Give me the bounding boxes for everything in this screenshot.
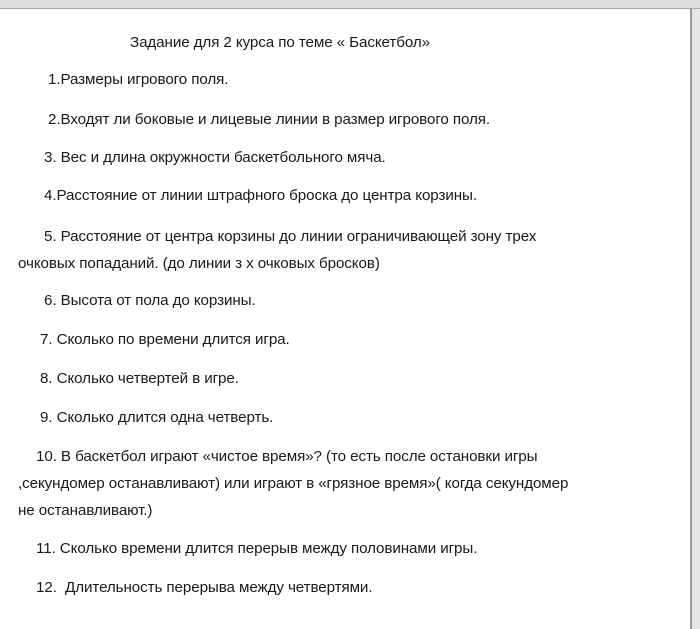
question-3: 3. Вес и длина окружности баскетбольного мяча. — [44, 149, 386, 166]
question-5-cont: очковых попаданий. (до линии з х очковых бросков) — [18, 255, 380, 272]
question-7: 7. Сколько по времени длится игра. — [40, 331, 290, 348]
question-4: 4.Расстояние от линии штрафного броска до центра корзины. — [44, 187, 477, 204]
document-title: Задание для 2 курса по теме « Баскетбол» — [130, 34, 430, 51]
question-5: 5. Расстояние от центра корзины до линии ограничивающей зону трех — [44, 228, 537, 245]
question-1: 1.Размеры игрового поля. — [48, 71, 229, 88]
question-12: 12. Длительность перерыва между четвертями. — [36, 579, 373, 596]
question-10-cont2: не останавливают.) — [18, 502, 153, 519]
question-6: 6. Высота от пола до корзины. — [44, 292, 256, 309]
question-10-cont: ,секундомер останавливают) или играют в «грязное время»( когда секундомер — [18, 475, 569, 492]
document-page — [0, 9, 692, 629]
question-11: 11. Сколько времени длится перерыв между половинами игры. — [36, 540, 478, 557]
question-8: 8. Сколько четвертей в игре. — [40, 370, 239, 387]
question-9: 9. Сколько длится одна четверть. — [40, 409, 274, 426]
window-top-bar — [0, 0, 700, 9]
question-10: 10. В баскетбол играют «чистое время»? (то есть после остановки игры — [36, 448, 538, 465]
question-2: 2.Входят ли боковые и лицевые линии в размер игрового поля. — [48, 111, 491, 128]
